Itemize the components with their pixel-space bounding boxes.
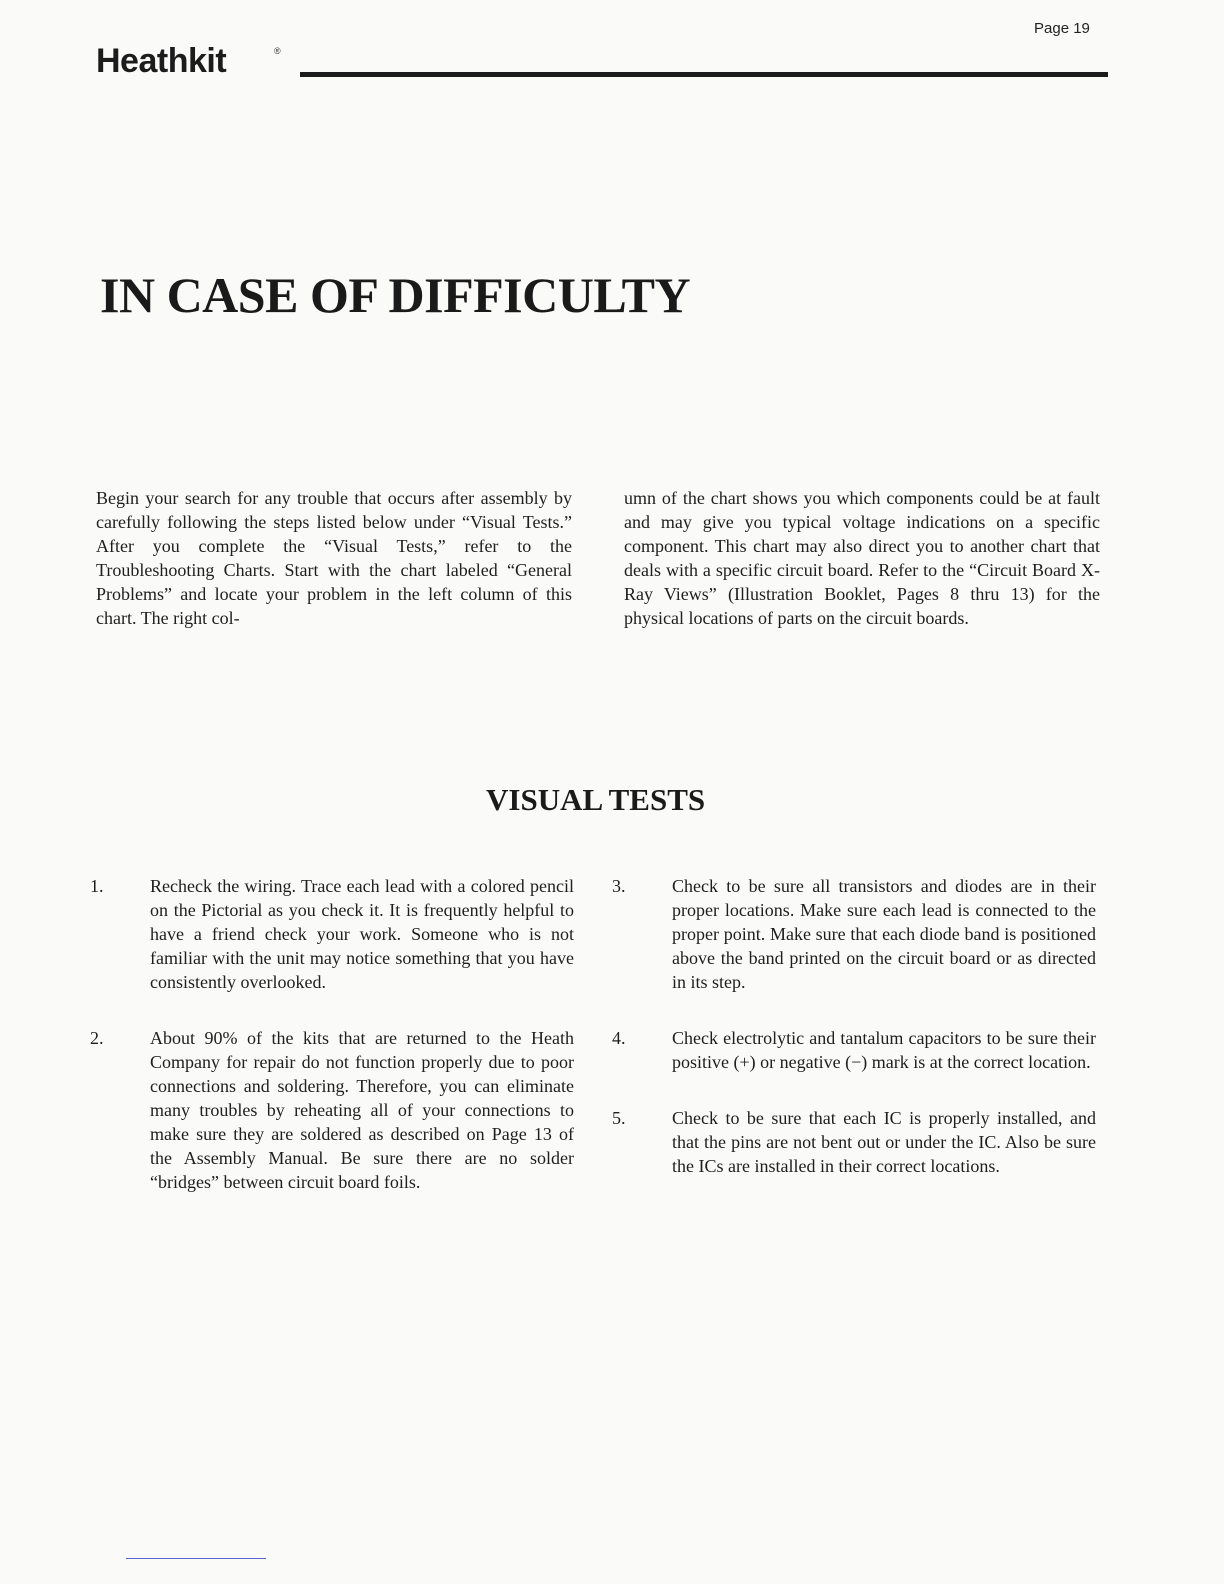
list-item-text: Check to be sure that each IC is properly installed, and that the pins are not bent out or under the IC. Also be sure the ICs are installed in their correct locations. bbox=[672, 1108, 1096, 1176]
list-item bbox=[612, 1026, 1096, 1074]
page-number: Page 19 bbox=[1034, 20, 1090, 37]
visual-tests-list-right bbox=[612, 874, 1096, 1202]
list-item bbox=[612, 1106, 1096, 1178]
list-item-number: 4. bbox=[612, 1028, 626, 1048]
brand-logo: Heathkit bbox=[96, 42, 227, 80]
list-item-text: About 90% of the kits that are returned to the Heath Company for repair do not function properly due to poor connections and soldering. Therefore, you can eliminate many troubles by reheating all of your connections to make sure they are soldered as described on Page 13 of the Assembly Manual. Be sure there are no solder “bridges” between circuit board foils. bbox=[150, 1028, 574, 1192]
list-item bbox=[90, 1026, 574, 1194]
list-item-number: 5. bbox=[612, 1108, 626, 1128]
list-item bbox=[612, 874, 1096, 994]
registered-mark: ® bbox=[274, 46, 281, 56]
intro-paragraph-right: umn of the chart shows you which components could be at fault and may give you typical voltage indications on a specific component. This chart may also direct you to another chart that deals with a specific circuit board. Refer to the “Circuit Board X-Ray Views” (Illustration Booklet, Pages 8 thru 13) for the physical locations of parts on the circuit boards. bbox=[624, 488, 1100, 628]
header-rule bbox=[300, 72, 1108, 77]
list-item-number: 3. bbox=[612, 876, 626, 896]
list-item-text: Check electrolytic and tantalum capacitors to be sure their positive (+) or negative (−) mark is at the correct location. bbox=[672, 1028, 1096, 1072]
visual-tests-list-left bbox=[90, 874, 574, 1218]
list-item-number: 2. bbox=[90, 1028, 104, 1048]
list-item-text: Recheck the wiring. Trace each lead with a colored pencil on the Pictorial as you check it. It is frequently helpful to have a friend check your work. Someone who is not familiar with the unit may notice something that you have consistently overlooked. bbox=[150, 876, 574, 992]
intro-paragraph-left: Begin your search for any trouble that occurs after assembly by carefully following the steps listed below under “Visual Tests.” After you complete the “Visual Tests,” refer to the Troubleshooting Charts. Start with the chart labeled “General Problems” and locate your problem in the left column of this chart. The right col- bbox=[96, 488, 572, 628]
list-item bbox=[90, 874, 574, 994]
footer-rule bbox=[126, 1558, 266, 1559]
section-title: IN CASE OF DIFFICULTY bbox=[100, 267, 691, 323]
list-item-number: 1. bbox=[90, 876, 104, 896]
list-item-text: Check to be sure all transistors and diodes are in their proper locations. Make sure each lead is connected to the proper point. Make sure that each diode band is positioned above the band printed on the circuit board or as directed in its step. bbox=[672, 876, 1096, 992]
visual-tests-title: VISUAL TESTS bbox=[486, 782, 706, 817]
